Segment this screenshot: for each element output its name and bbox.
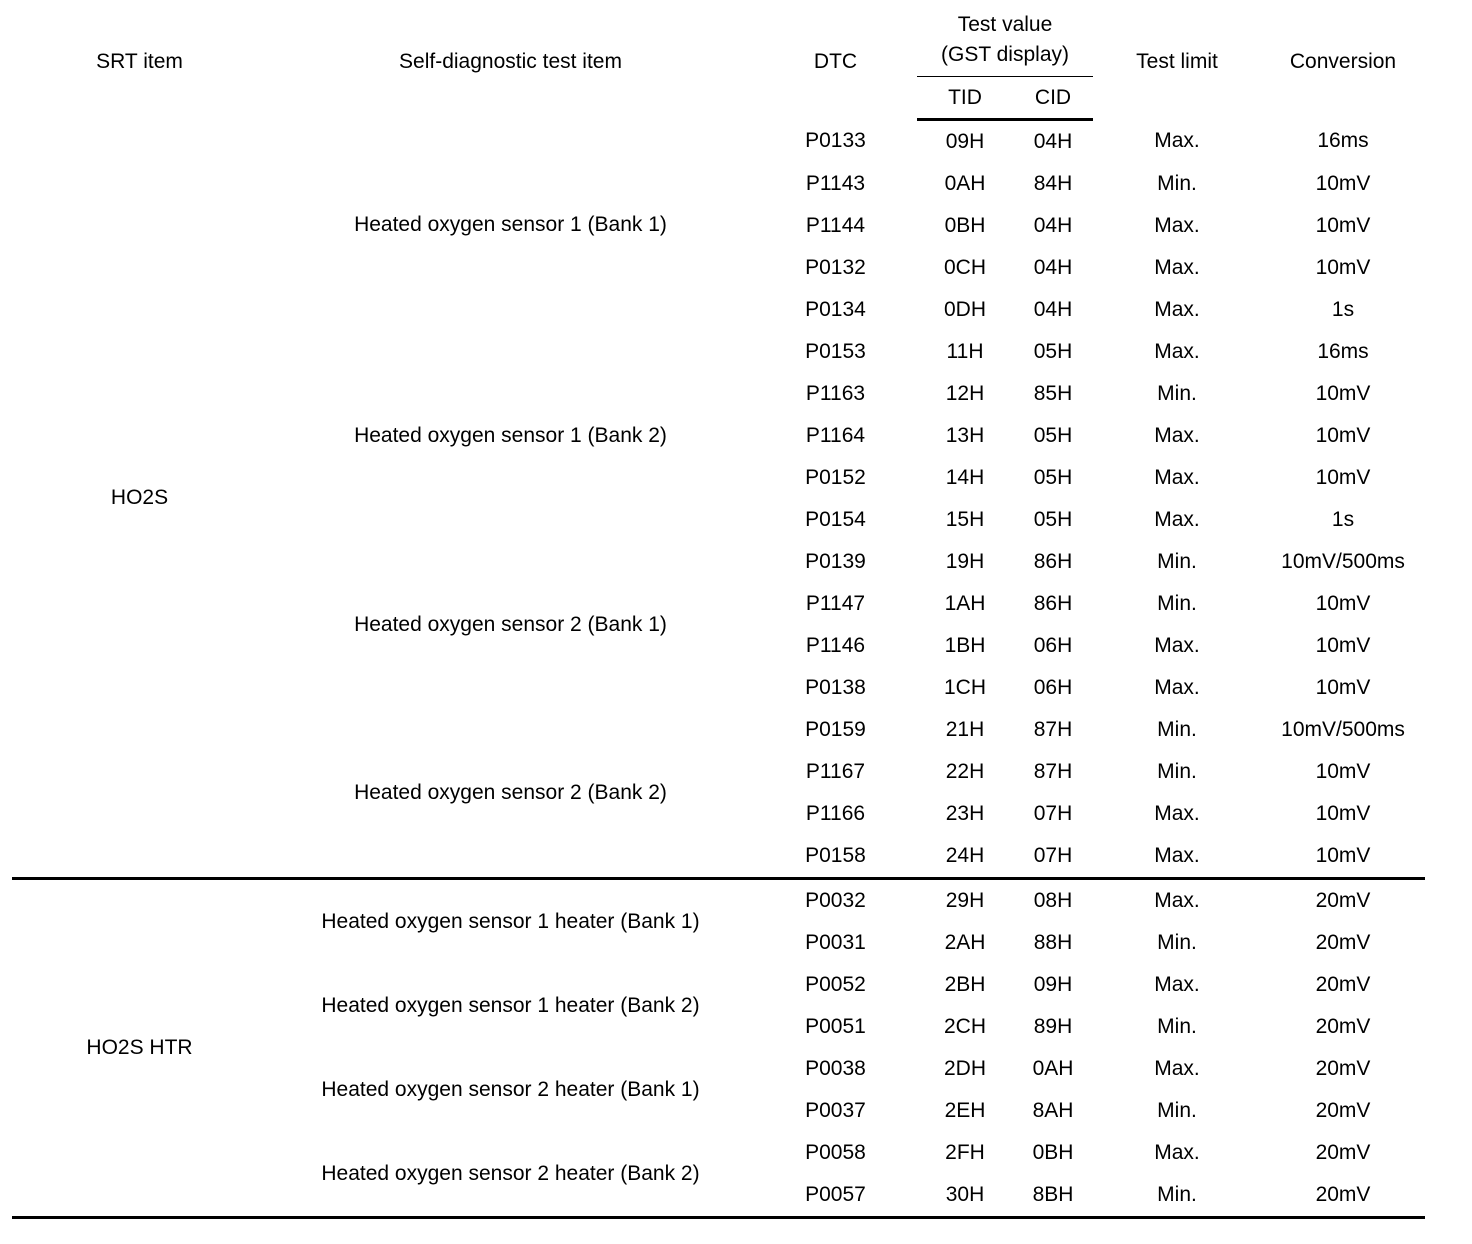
conversion-cell: 16ms bbox=[1317, 340, 1369, 363]
dtc-cell: P0052 bbox=[805, 973, 866, 996]
test-limit-cell: Max. bbox=[1154, 889, 1200, 912]
table-header bbox=[12, 4, 1425, 120]
conversion-cell: 20mV bbox=[1315, 931, 1371, 954]
test-item-cell: Heated oxygen sensor 2 (Bank 2) bbox=[267, 709, 754, 879]
cid-cell: 07H bbox=[1033, 802, 1073, 825]
test-limit-cell: Max. bbox=[1154, 129, 1200, 153]
dtc-cell: P0138 bbox=[805, 676, 866, 699]
dtc-cell: P0158 bbox=[754, 835, 917, 879]
header-test-limit: Test limit bbox=[1136, 49, 1218, 73]
dtc-cell: P0133 bbox=[805, 129, 866, 153]
dtc-cell: P0154 bbox=[805, 508, 866, 531]
tid-cell: 2FH bbox=[945, 1141, 985, 1164]
test-limit-cell: Min. bbox=[1157, 172, 1197, 195]
test-limit-cell: Max. bbox=[1154, 466, 1200, 489]
conversion-cell: 20mV bbox=[1315, 889, 1371, 912]
conversion-cell: 10mV bbox=[1315, 172, 1371, 195]
tid-cell: 09H bbox=[945, 130, 985, 153]
test-limit-cell: Max. bbox=[1154, 298, 1200, 321]
test-item-cell: Heated oxygen sensor 2 (Bank 1) bbox=[354, 613, 667, 636]
cid-cell: 88H bbox=[1033, 931, 1073, 954]
test-limit-cell: Min. bbox=[1157, 760, 1197, 783]
header-self-diagnostic-test-item: Self-diagnostic test item bbox=[399, 49, 622, 73]
cid-cell: 09H bbox=[1033, 973, 1073, 996]
conversion-cell: 10mV/500ms bbox=[1281, 718, 1405, 741]
cid-cell: 8AH bbox=[1032, 1099, 1074, 1122]
dtc-cell: P0032 bbox=[805, 889, 866, 912]
tid-cell: 0AH bbox=[944, 172, 986, 195]
conversion-cell: 1s bbox=[1331, 508, 1355, 531]
tid-cell: 2DH bbox=[943, 1057, 986, 1080]
conversion-cell: 10mV/500ms bbox=[1281, 550, 1405, 573]
dtc-cell: P1147 bbox=[805, 592, 866, 615]
dtc-cell: P0031 bbox=[805, 931, 866, 954]
dtc-cell: P1144 bbox=[805, 214, 866, 237]
conversion-cell: 20mV bbox=[1261, 1174, 1425, 1218]
test-limit-cell: Max. bbox=[1154, 802, 1200, 825]
tid-cell: 2EH bbox=[944, 1099, 986, 1122]
tid-cell: 24H bbox=[917, 835, 1013, 879]
cid-cell: 06H bbox=[1033, 634, 1073, 657]
conversion-cell: 10mV bbox=[1315, 760, 1371, 783]
tid-cell: 12H bbox=[945, 382, 985, 405]
test-limit-cell: Max. bbox=[1154, 634, 1200, 657]
conversion-cell: 20mV bbox=[1315, 1057, 1371, 1080]
conversion-cell: 10mV bbox=[1315, 592, 1371, 615]
conversion-cell: 10mV bbox=[1261, 835, 1425, 879]
srt-table bbox=[12, 4, 1425, 1219]
tid-cell: 1CH bbox=[943, 676, 986, 699]
test-limit-cell: Max. bbox=[1154, 340, 1200, 363]
tid-cell: 23H bbox=[945, 802, 985, 825]
test-limit-cell: Min. bbox=[1157, 931, 1197, 954]
dtc-cell: P1167 bbox=[805, 760, 866, 783]
tid-cell: 2CH bbox=[943, 1015, 986, 1038]
conversion-cell: 10mV bbox=[1315, 802, 1371, 825]
conversion-cell: 10mV bbox=[1315, 214, 1371, 237]
cid-cell: 0AH bbox=[1032, 1057, 1074, 1080]
cid-cell: 86H bbox=[1033, 550, 1073, 573]
dtc-cell: P0038 bbox=[805, 1057, 866, 1080]
tid-cell: 0DH bbox=[943, 298, 986, 321]
header-gst-display-label: (GST display) bbox=[941, 43, 1069, 66]
cid-cell: 05H bbox=[1033, 508, 1073, 531]
conversion-cell: 16ms bbox=[1317, 129, 1369, 153]
cid-cell: 04H bbox=[1033, 214, 1073, 237]
test-limit-cell: Min. bbox=[1157, 718, 1197, 741]
cid-cell: 84H bbox=[1033, 172, 1073, 195]
test-limit-cell: Min. bbox=[1157, 550, 1197, 573]
cid-cell: 0BH bbox=[1032, 1141, 1074, 1164]
cid-cell: 04H bbox=[1033, 130, 1073, 153]
cid-cell: 87H bbox=[1033, 718, 1073, 741]
conversion-cell: 10mV bbox=[1315, 676, 1371, 699]
srt-item-cell: HO2S HTR bbox=[12, 879, 267, 1218]
dtc-cell: P1146 bbox=[805, 634, 866, 657]
cid-cell: 04H bbox=[1033, 256, 1073, 279]
header-srt-item: SRT item bbox=[96, 49, 183, 73]
tid-cell: 19H bbox=[945, 550, 985, 573]
dtc-cell: P0057 bbox=[754, 1174, 917, 1218]
dtc-cell: P0132 bbox=[805, 256, 866, 279]
test-limit-cell: Max. bbox=[1154, 214, 1200, 237]
cid-cell: 89H bbox=[1033, 1015, 1073, 1038]
test-limit-cell: Min. bbox=[1157, 592, 1197, 615]
dtc-cell: P0134 bbox=[805, 298, 866, 321]
test-limit-cell: Max. bbox=[1154, 256, 1200, 279]
dtc-cell: P1166 bbox=[805, 802, 866, 825]
tid-cell: 0CH bbox=[943, 256, 986, 279]
conversion-cell: 10mV bbox=[1315, 256, 1371, 279]
cid-cell: 05H bbox=[1033, 424, 1073, 447]
dtc-cell: P0152 bbox=[805, 466, 866, 489]
header-tid: TID bbox=[917, 77, 1013, 120]
test-item-cell: Heated oxygen sensor 2 heater (Bank 2) bbox=[267, 1132, 754, 1218]
tid-cell: 29H bbox=[945, 889, 985, 912]
test-limit-cell: Max. bbox=[1154, 676, 1200, 699]
test-limit-cell: Min. bbox=[1157, 1099, 1197, 1122]
test-limit-cell: Min. bbox=[1093, 1174, 1261, 1218]
dtc-cell: P0051 bbox=[805, 1015, 866, 1038]
conversion-cell: 1s bbox=[1331, 298, 1355, 321]
tid-cell: 30H bbox=[917, 1174, 1013, 1218]
tid-cell: 2BH bbox=[944, 973, 986, 996]
dtc-cell: P0153 bbox=[805, 340, 866, 363]
test-item-cell: Heated oxygen sensor 1 (Bank 1) bbox=[354, 213, 667, 237]
test-limit-cell: Max. bbox=[1154, 1057, 1200, 1080]
cid-cell: 87H bbox=[1033, 760, 1073, 783]
header-conversion: Conversion bbox=[1289, 49, 1397, 73]
cid-cell: 8BH bbox=[1013, 1174, 1093, 1218]
conversion-cell: 20mV bbox=[1315, 1015, 1371, 1038]
tid-cell: 21H bbox=[945, 718, 985, 741]
srt-item-cell: HO2S bbox=[12, 120, 267, 879]
conversion-cell: 20mV bbox=[1315, 1141, 1371, 1164]
tid-cell: 2AH bbox=[944, 931, 986, 954]
cid-cell: 05H bbox=[1033, 466, 1073, 489]
dtc-cell: P0037 bbox=[805, 1099, 866, 1122]
conversion-cell: 10mV bbox=[1315, 382, 1371, 405]
conversion-cell: 10mV bbox=[1315, 466, 1371, 489]
table-row bbox=[12, 120, 1425, 164]
conversion-cell: 20mV bbox=[1315, 1099, 1371, 1122]
test-item-cell: Heated oxygen sensor 2 heater (Bank 1) bbox=[321, 1078, 700, 1101]
cid-cell: 86H bbox=[1033, 592, 1073, 615]
conversion-cell: 10mV bbox=[1315, 424, 1371, 447]
dtc-cell: P1164 bbox=[805, 424, 866, 447]
dtc-cell: P1143 bbox=[805, 172, 866, 195]
dtc-cell: P0159 bbox=[805, 718, 866, 741]
test-item-cell: Heated oxygen sensor 1 heater (Bank 2) bbox=[321, 994, 700, 1017]
test-limit-cell: Max. bbox=[1154, 424, 1200, 447]
conversion-cell: 10mV bbox=[1315, 634, 1371, 657]
header-cid: CID bbox=[1013, 77, 1093, 120]
cid-cell: 07H bbox=[1013, 835, 1093, 879]
test-limit-cell: Max. bbox=[1154, 508, 1200, 531]
table-row bbox=[12, 879, 1425, 923]
tid-cell: 1BH bbox=[944, 634, 986, 657]
header-test-value bbox=[917, 4, 1093, 77]
test-limit-cell: Min. bbox=[1157, 1015, 1197, 1038]
cid-cell: 04H bbox=[1033, 298, 1073, 321]
header-dtc: DTC bbox=[813, 49, 858, 73]
tid-cell: 14H bbox=[945, 466, 985, 489]
cid-cell: 06H bbox=[1033, 676, 1073, 699]
tid-cell: 0BH bbox=[944, 214, 986, 237]
header-test-value-label: Test value bbox=[957, 13, 1053, 36]
test-limit-cell: Min. bbox=[1157, 382, 1197, 405]
test-limit-cell: Max. bbox=[1154, 1141, 1200, 1164]
tid-cell: 15H bbox=[945, 508, 985, 531]
test-limit-cell: Max. bbox=[1093, 835, 1261, 879]
table-body bbox=[12, 120, 1425, 1218]
tid-cell: 1AH bbox=[944, 592, 986, 615]
dtc-cell: P0139 bbox=[805, 550, 866, 573]
cid-cell: 08H bbox=[1033, 889, 1073, 912]
test-item-cell: Heated oxygen sensor 1 heater (Bank 1) bbox=[321, 910, 700, 933]
tid-cell: 22H bbox=[945, 760, 985, 783]
cid-cell: 85H bbox=[1033, 382, 1073, 405]
test-limit-cell: Max. bbox=[1154, 973, 1200, 996]
cid-cell: 05H bbox=[1033, 340, 1073, 363]
tid-cell: 11H bbox=[946, 340, 984, 363]
conversion-cell: 20mV bbox=[1315, 973, 1371, 996]
document-page bbox=[12, 4, 1425, 1219]
dtc-cell: P1163 bbox=[805, 382, 866, 405]
tid-cell: 13H bbox=[945, 424, 985, 447]
dtc-cell: P0058 bbox=[805, 1141, 866, 1164]
test-item-cell: Heated oxygen sensor 1 (Bank 2) bbox=[354, 424, 667, 447]
